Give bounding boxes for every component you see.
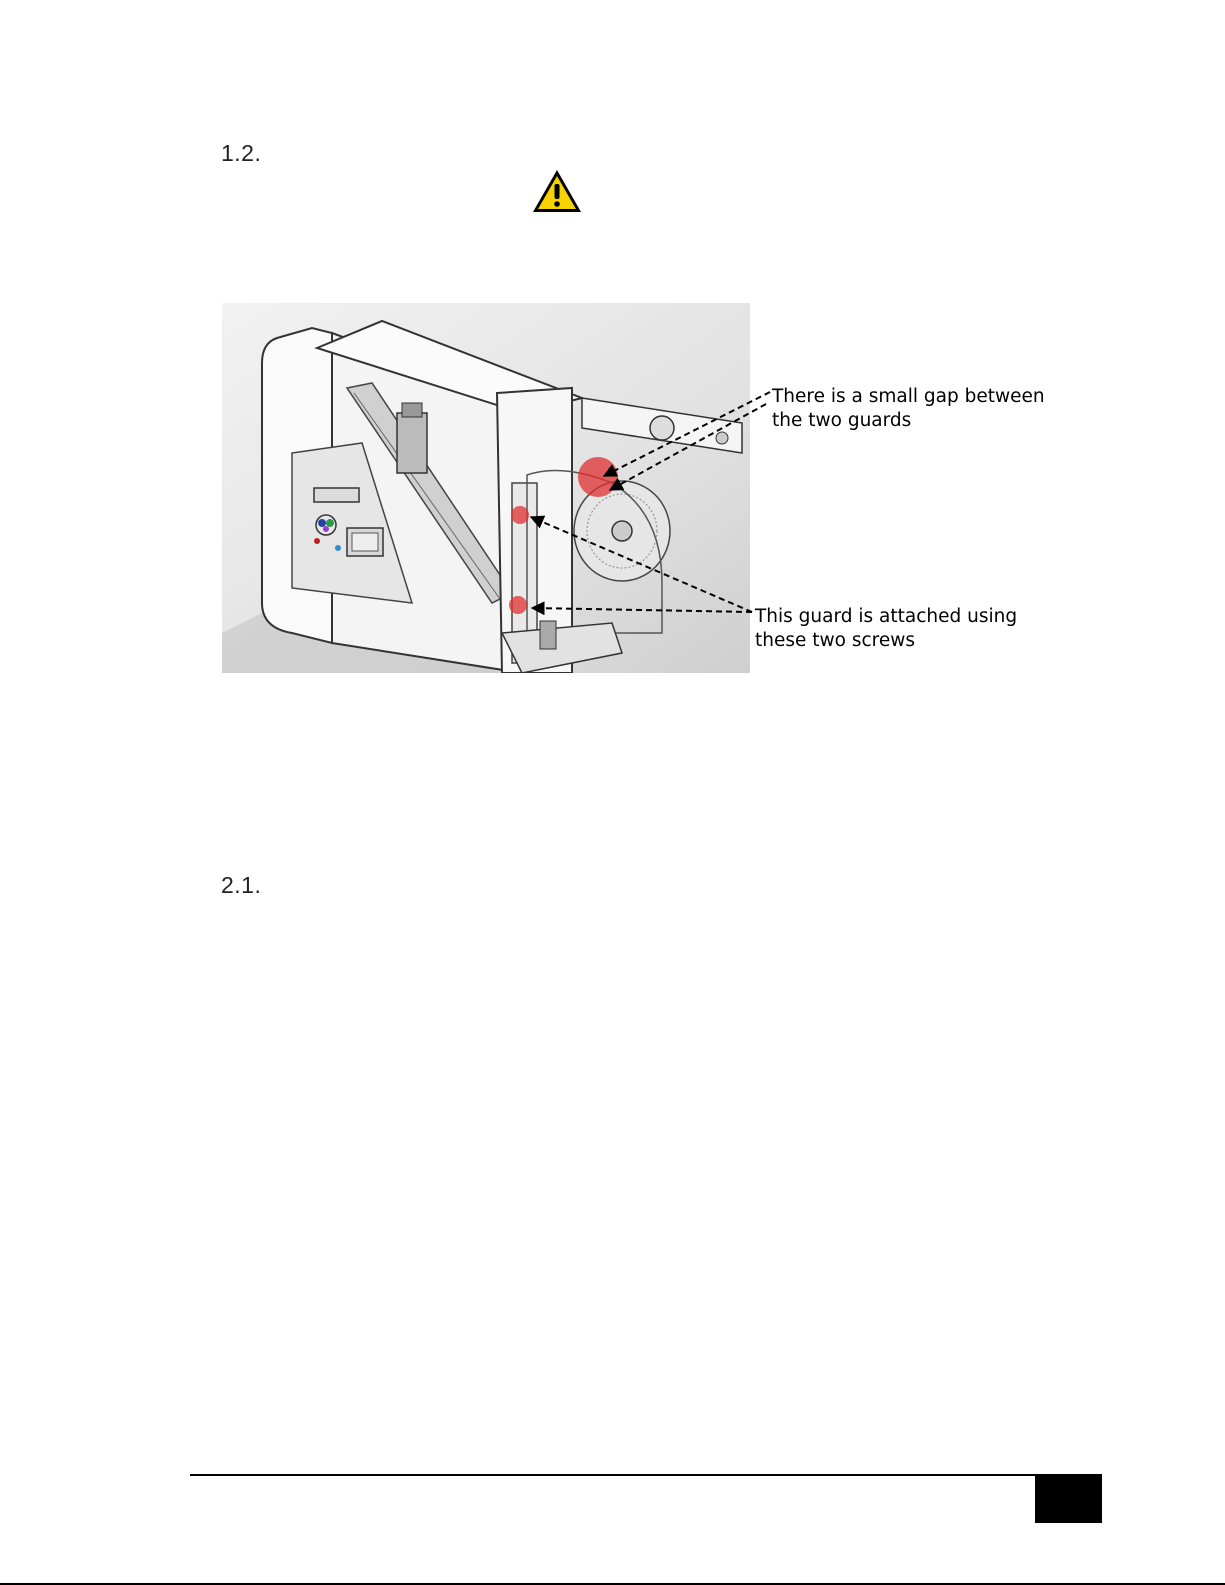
callout-gap-line1: There is a small gap between [772,386,1045,407]
callout-screws-line1: This guard is attached using [755,606,1018,627]
footer-rule [190,1474,1035,1476]
callout-gap-line2: the two guards [772,410,912,431]
page-number-box [1035,1474,1102,1523]
callout-screws [755,605,1017,653]
section-number-2-1: 2.1. [221,872,262,898]
section-number-1-2: 1.2. [221,140,262,166]
callout-gap [772,385,1045,433]
callout-arrows [0,0,1225,700]
callout-screws-line2: these two screws [755,630,916,651]
